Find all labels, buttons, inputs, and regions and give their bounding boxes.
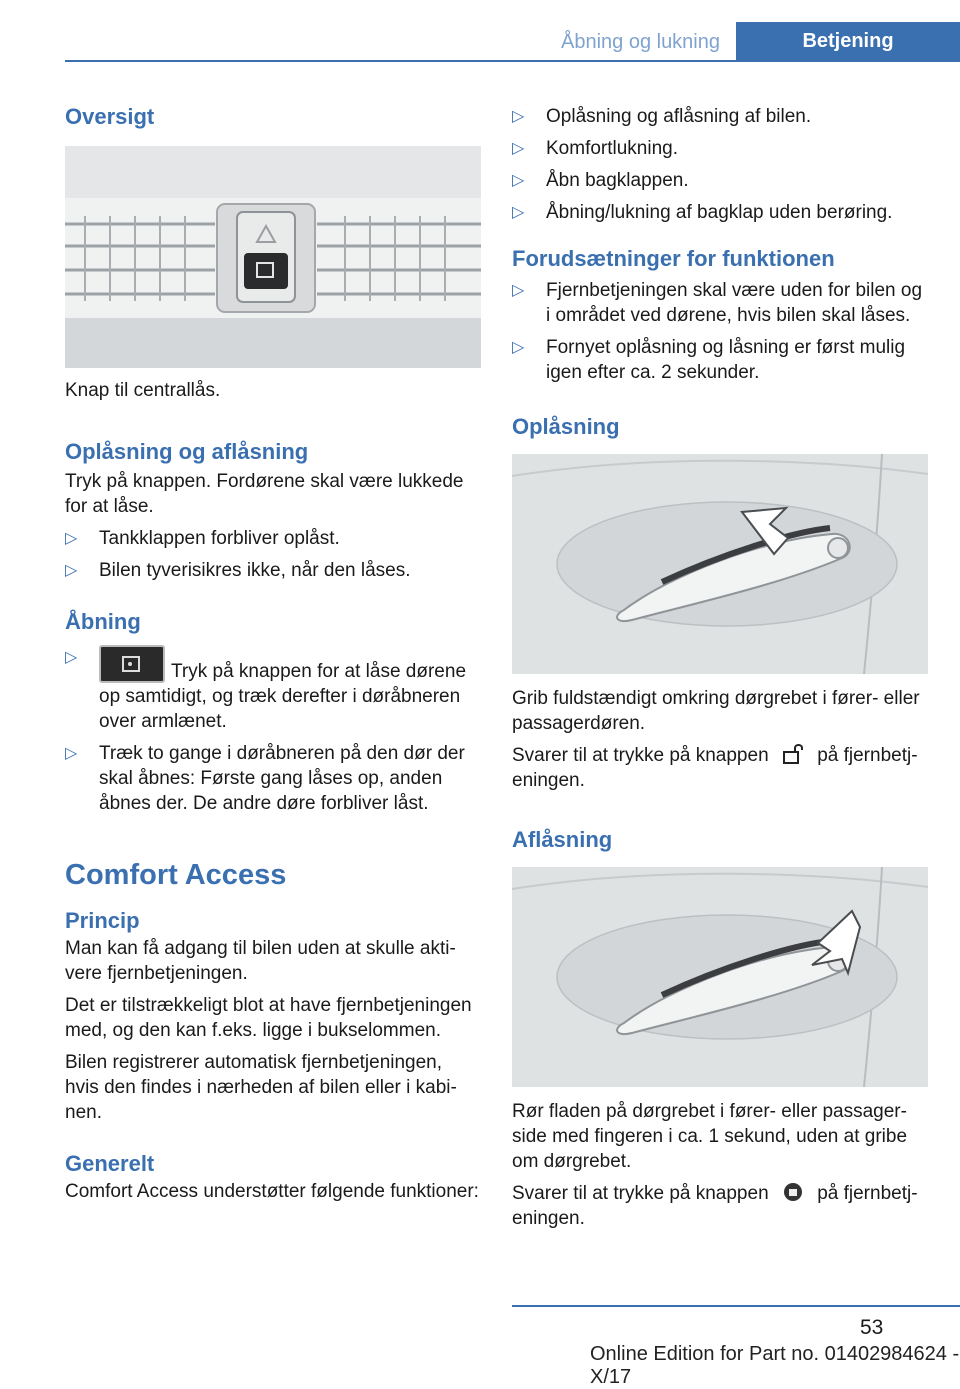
bullet-triangle-icon bbox=[65, 741, 77, 766]
heading-generelt: Generelt bbox=[65, 1151, 155, 1176]
paragraph-tryk: Tryk på knappen. Fordørene skal være lukkede for at låse. bbox=[65, 471, 464, 517]
bullet-list-lock bbox=[65, 526, 481, 583]
list-item: ▷ Oplåsning og aflåsning af bilen. bbox=[512, 104, 928, 129]
bullet-list-abning bbox=[65, 645, 481, 816]
unlock-key-icon bbox=[780, 743, 806, 765]
list-item: ▷ Tankklappen forbliver oplåst. bbox=[65, 526, 481, 551]
bullet-triangle-icon bbox=[65, 558, 77, 583]
paragraph-generelt: Comfort Access understøtter følgende funktioner: bbox=[65, 1181, 479, 1202]
heading-abning: Åbning bbox=[65, 609, 141, 634]
list-item: ▷ Tryk på knappen for at låse dørene op samtidigt, og træk derefter i døråbneren over armlænet. bbox=[65, 645, 481, 734]
bullet-triangle-icon bbox=[65, 526, 77, 551]
heading-princip: Princip bbox=[65, 908, 140, 933]
header-rule bbox=[65, 60, 960, 62]
list-item: ▷ Bilen tyverisikres ikke, når den låses. bbox=[65, 558, 481, 583]
list-item: ▷ Åbning/lukning af bagklap uden berøring. bbox=[512, 200, 928, 225]
bullet-triangle-icon bbox=[65, 645, 77, 670]
bullet-triangle-icon bbox=[512, 104, 524, 129]
footer-rule bbox=[512, 1305, 960, 1307]
header-section-title: Åbning og lukning bbox=[560, 31, 720, 53]
page-number: 53 bbox=[860, 1316, 884, 1339]
bullet-triangle-icon bbox=[512, 278, 524, 303]
bullet-triangle-icon bbox=[512, 200, 524, 225]
heading-forudsaetninger: Forudsætninger for funktionen bbox=[512, 246, 835, 271]
paragraph-princip-2: Det er tilstrækkeligt blot at have fjernbetjeningen med, og den kan f.eks. ligge i bukselommen. bbox=[65, 995, 472, 1041]
heading-oversigt: Oversigt bbox=[65, 104, 155, 129]
heading-oplasning: Oplåsning bbox=[512, 414, 620, 439]
door-handle-lock-image bbox=[512, 867, 928, 1087]
image-caption: Knap til centrallås. bbox=[65, 380, 221, 401]
heading-aflasning: Aflåsning bbox=[512, 827, 613, 852]
lock-key-icon bbox=[780, 1181, 806, 1203]
heading-oplasning-aflasning: Oplåsning og aflåsning bbox=[65, 439, 309, 464]
paragraph-ror: Rør fladen på dørgrebet i fører- eller passagerside med fingeren i ca. 1 sekund, uden at gribe om dørgrebet. bbox=[512, 1101, 908, 1172]
door-unlock-button-icon bbox=[99, 645, 165, 683]
bullet-list-forudsaetninger bbox=[512, 278, 928, 385]
bullet-triangle-icon bbox=[512, 136, 524, 161]
bullet-list-functions bbox=[512, 104, 928, 225]
paragraph-grib: Grib fuldstændigt omkring dørgrebet i fører- eller passagerdøren. bbox=[512, 688, 920, 734]
paragraph-princip-1: Man kan få adgang til bilen uden at skulle aktivere fjernbetjeningen. bbox=[65, 938, 456, 984]
bullet-triangle-icon bbox=[512, 335, 524, 360]
left-column bbox=[65, 100, 481, 1204]
bullet-triangle-icon bbox=[512, 168, 524, 193]
list-item: ▷ Fjernbetjeningen skal være uden for bilen og i området ved dørene, hvis bilen skal låses. bbox=[512, 278, 928, 328]
edition-text: Online Edition for Part no. 01402984624 - X/17 bbox=[590, 1343, 960, 1388]
right-column bbox=[512, 100, 928, 1231]
paragraph-svarer-lock: Svarer til at trykke på knappen på fjernbetjeningen. bbox=[512, 1183, 918, 1229]
heading-comfort-access: Comfort Access bbox=[65, 859, 287, 891]
central-lock-button-image bbox=[65, 146, 481, 368]
list-item: ▷ Fornyet oplåsning og låsning er først mulig igen efter ca. 2 sekunder. bbox=[512, 335, 928, 385]
header-chapter-tab: Betjening bbox=[736, 22, 960, 61]
list-item: ▷ Komfortlukning. bbox=[512, 136, 928, 161]
paragraph-princip-3: Bilen registrerer automatisk fjernbetjeningen, hvis den findes i nærheden af bilen eller i kabinen. bbox=[65, 1052, 457, 1123]
list-item: ▷ Åbn bagklappen. bbox=[512, 168, 928, 193]
door-handle-unlock-image bbox=[512, 454, 928, 674]
paragraph-svarer-unlock: Svarer til at trykke på knappen på fjernbetjeningen. bbox=[512, 745, 918, 791]
list-item: ▷ Træk to gange i døråbneren på den dør der skal åbnes: Første gang låses op, anden åbnes der. De andre døre forbliver låst. bbox=[65, 741, 481, 816]
